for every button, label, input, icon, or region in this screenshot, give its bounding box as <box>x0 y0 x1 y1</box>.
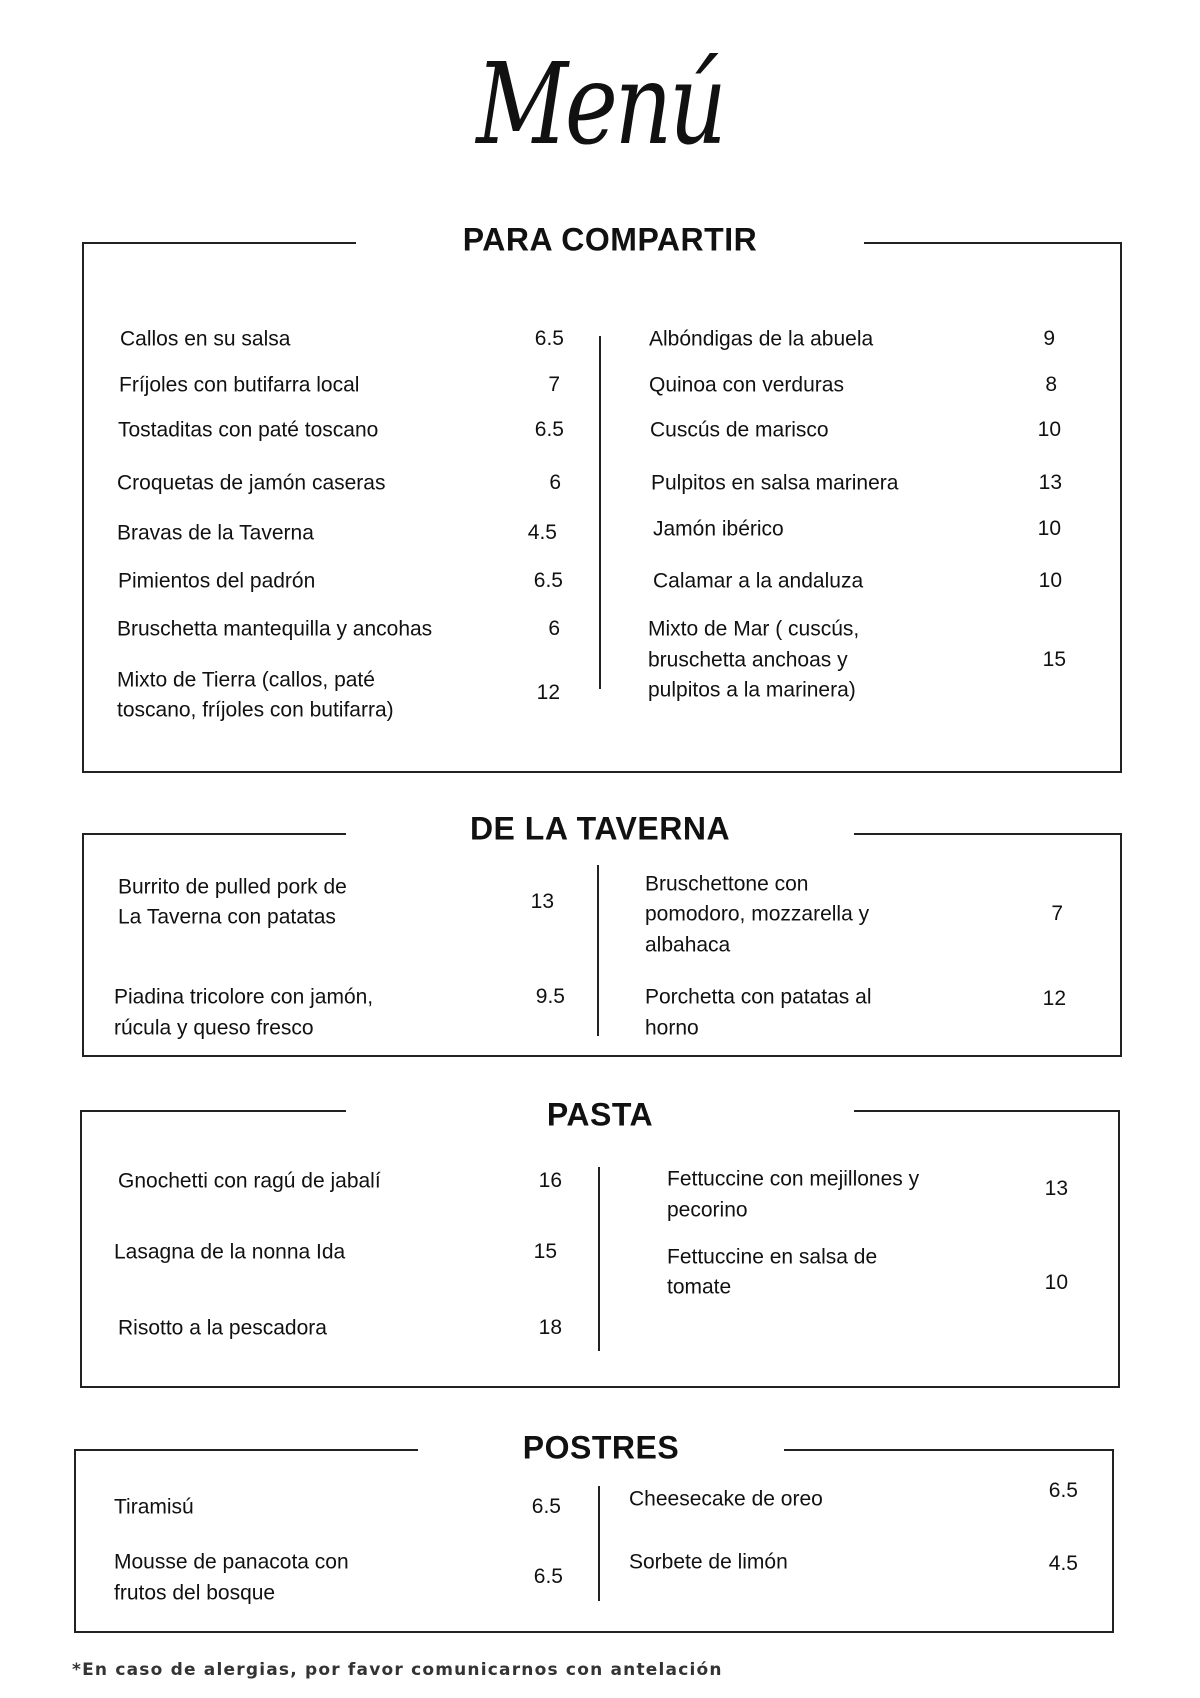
menu-item-price: 6 <box>549 471 561 494</box>
column-divider <box>598 1167 600 1351</box>
menu-item-price: 9.5 <box>535 985 565 1008</box>
menu-item: Porchetta con patatas al <box>645 985 872 1009</box>
column-divider <box>598 1486 600 1601</box>
menu-item-price: 16 <box>538 1169 562 1192</box>
menu-item: Burrito de pulled pork de <box>118 875 347 899</box>
menu-item-cont: horno <box>645 1016 699 1040</box>
menu-item: Fettuccine en salsa de <box>667 1245 878 1269</box>
menu-item-cont: bruschetta anchoas y <box>648 648 848 672</box>
menu-item-price: 10 <box>1037 418 1061 441</box>
menu-item: Cheesecake de oreo <box>629 1487 823 1511</box>
menu-item: Bravas de la Taverna <box>117 521 314 545</box>
menu-item-price: 4.5 <box>1048 1552 1078 1575</box>
menu-item-cont: La Taverna con patatas <box>118 905 336 929</box>
menu-item-price: 4.5 <box>527 521 557 544</box>
menu-item: Jamón ibérico <box>653 517 784 541</box>
menu-item: Bruschetta mantequilla y ancohas <box>117 617 433 641</box>
menu-item-price: 6.5 <box>533 569 563 592</box>
menu-item-price: 6.5 <box>534 327 564 350</box>
menu-item-price: 9 <box>1043 327 1055 350</box>
menu-item-price: 10 <box>1044 1271 1068 1294</box>
menu-item-cont: toscano, fríjoles con butifarra) <box>117 698 394 722</box>
menu-item: Quinoa con verduras <box>649 373 844 397</box>
menu-item-cont: pecorino <box>667 1198 748 1222</box>
menu-item-cont: pulpitos a la marinera) <box>648 678 856 702</box>
menu-item: Mousse de panacota con <box>114 1550 349 1574</box>
menu-item-price: 6 <box>548 617 560 640</box>
menu-item-price: 13 <box>530 890 554 913</box>
menu-item-price: 18 <box>538 1316 562 1339</box>
menu-item-price: 12 <box>1042 987 1066 1010</box>
menu-item-price: 15 <box>533 1240 557 1263</box>
menu-item-price: 10 <box>1038 569 1062 592</box>
menu-item-price: 10 <box>1037 517 1061 540</box>
column-divider <box>597 865 599 1036</box>
menu-item: Pulpitos en salsa marinera <box>651 471 899 495</box>
menu-item: Calamar a la andaluza <box>653 569 864 593</box>
menu-item-price: 8 <box>1045 373 1057 396</box>
menu-item-price: 6.5 <box>533 1565 563 1588</box>
menu-item: Piadina tricolore con jamón, <box>114 985 374 1009</box>
menu-item: Lasagna de la nonna Ida <box>114 1240 346 1264</box>
menu-item: Cuscús de marisco <box>650 418 829 442</box>
menu-item-price: 7 <box>1051 902 1063 925</box>
menu-item-price: 6.5 <box>531 1495 561 1518</box>
menu-item: Tostaditas con paté toscano <box>118 418 379 442</box>
menu-item-price: 7 <box>548 373 560 396</box>
menu-item: Fríjoles con butifarra local <box>119 373 360 397</box>
menu-item: Mixto de Tierra (callos, paté <box>117 668 375 692</box>
menu-item: Sorbete de limón <box>629 1550 788 1574</box>
menu-item: Fettuccine con mejillones y <box>667 1167 920 1191</box>
column-divider <box>599 336 601 689</box>
menu-item-price: 13 <box>1044 1177 1068 1200</box>
menu-item: Callos en su salsa <box>120 327 291 351</box>
section-heading: POSTRES <box>418 1430 784 1467</box>
menu-item-cont: rúcula y queso fresco <box>114 1016 314 1040</box>
menu-item: Albóndigas de la abuela <box>649 327 874 351</box>
menu-item: Mixto de Mar ( cuscús, <box>648 617 860 641</box>
menu-item: Tiramisú <box>114 1495 194 1519</box>
section-heading: DE LA TAVERNA <box>346 811 854 848</box>
menu-item-cont: tomate <box>667 1275 732 1299</box>
menu-item-price: 6.5 <box>534 418 564 441</box>
menu-item: Pimientos del padrón <box>118 569 316 593</box>
menu-item-price: 15 <box>1042 648 1066 671</box>
section-heading: PARA COMPARTIR <box>356 222 864 259</box>
section-heading: PASTA <box>346 1097 854 1134</box>
menu-item: Croquetas de jamón caseras <box>117 471 386 495</box>
menu-item: Risotto a la pescadora <box>118 1316 327 1340</box>
menu-item: Bruschettone con <box>645 872 809 896</box>
menu-item-price: 13 <box>1038 471 1062 494</box>
menu-item-cont: frutos del bosque <box>114 1581 276 1605</box>
menu-item-price: 6.5 <box>1048 1479 1078 1502</box>
allergy-note: *En caso de alergias, por favor comunicarnos con antelación <box>72 1660 723 1680</box>
menu-item-cont: albahaca <box>645 933 731 957</box>
menu-item-cont: pomodoro, mozzarella y <box>645 902 870 926</box>
menu-item: Gnochetti con ragú de jabalí <box>118 1169 381 1193</box>
menu-title: Menú <box>476 40 724 170</box>
menu-item-price: 12 <box>536 681 560 704</box>
